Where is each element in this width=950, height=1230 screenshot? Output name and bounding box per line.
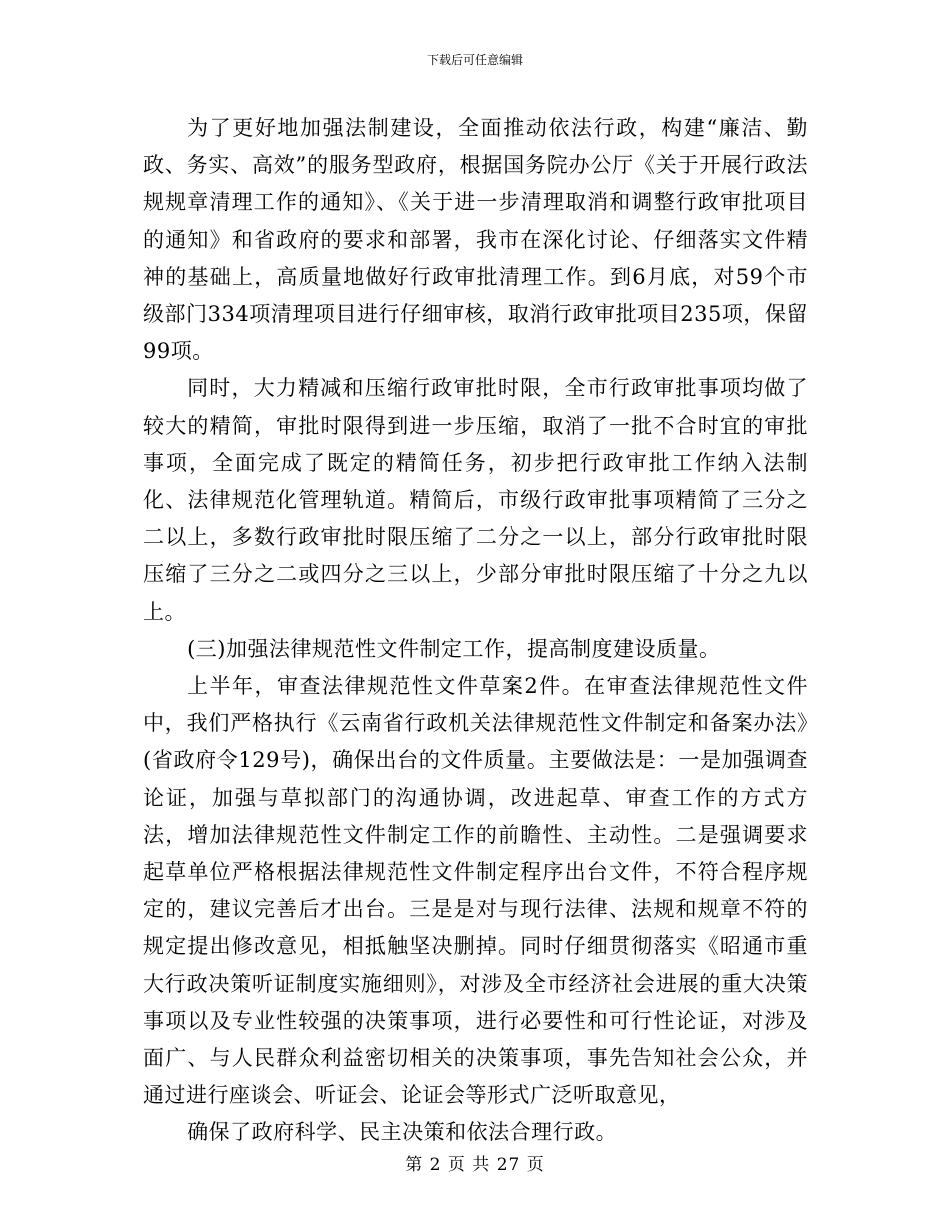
- page-number-footer: 第 2 页 共 27 页: [405, 1155, 545, 1175]
- section-heading-normative-documents: (三)加强法律规范性文件制定工作，提高制度建设质量。: [187, 636, 721, 661]
- document-body: [143, 110, 808, 1152]
- paragraph-normative-document-review: 上半年，审查法律规范性文件草案2件。在审查法律规范性文件中，我们严格执行《云南省行政机关法律规范性文件制定和备案办法》(省政府令129号)，确保出台的文件质量。主要做法是：一是加强调查论证，加强与草拟部门的沟通协调，改进起草、审查工作的方式方法，增加法律规范性文件制定工作的前瞻性、主动性。二是强调要求起草单位严格根据法律规范性文件制定程序出台文件，不符合程序规定的，建议完善后才出台。三是是对与现行法律、法规和规章不符的规定提出修改意见，相抵触坚决删掉。同时仔细贯彻落实《昭通市重大行政决策听证制度实施细则》，对涉及全市经济社会进展的重大决策事项以及专业性较强的决策事项，进行必要性和可行性论证，对涉及面广、与人民群众利益密切相关的决策事项，事先告知社会公众，并通过进行座谈会、听证会、论证会等形式广泛听取意见，: [143, 674, 808, 1108]
- paragraph-administrative-approval-cleanup: 为了更好地加强法制建设，全面推动依法行政，构建“廉洁、勤政、务实、高效”的服务型政府，根据国务院办公厅《关于开展行政法规规章清理工作的通知》、《关于进一步清理取消和调整行政审批项目的通知》和省政府的要求和部署，我市在深化讨论、仔细落实文件精神的基础上，高质量地做好行政审批清理工作。到6月底，对59个市级部门334项清理项目进行仔细审核，取消行政审批项目235项，保留99项。: [143, 116, 808, 364]
- paragraph-approval-time-reduction: 同时，大力精减和压缩行政审批时限，全市行政审批事项均做了较大的精简，审批时限得到进一步压缩，取消了一批不合时宜的审批事项，全面完成了既定的精简任务，初步把行政审批工作纳入法制化、法律规范化管理轨道。精简后，市级行政审批事项精简了三分之二以上，多数行政审批时限压缩了二分之一以上，部分行政审批时限压缩了三分之二或四分之三以上，少部分审批时限压缩了十分之九以上。: [143, 376, 808, 624]
- paragraph-conclusion: 确保了政府科学、民主决策和依法合理行政。: [187, 1120, 618, 1145]
- page-header-note: 下载后可任意编辑: [426, 53, 523, 67]
